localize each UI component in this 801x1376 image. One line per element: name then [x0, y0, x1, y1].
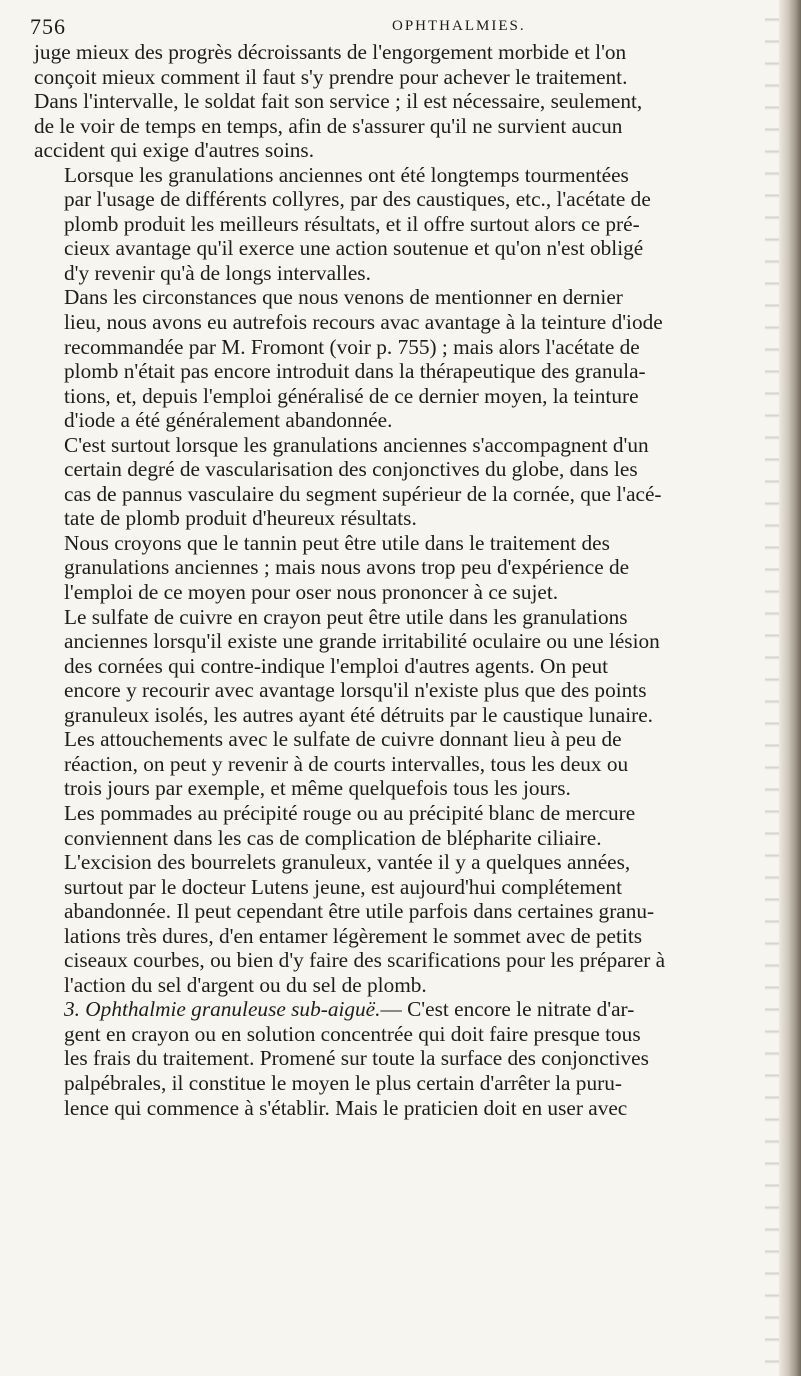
text-line: les frais du traitement. Promené sur toute la surface des conjonctives: [64, 1046, 649, 1071]
text-line: lations très dures, d'en entamer légèrement le sommet avec de petits: [64, 923, 643, 948]
paragraph: [34, 997, 766, 1120]
text-line: ciseaux courbes, ou bien d'y faire des scarifications pour les préparer à: [64, 948, 666, 973]
text-line: surtout par le docteur Lutens jeune, est aujourd'hui complétement: [64, 874, 622, 899]
text-line: l'emploi de ce moyen pour oser nous prononcer à ce sujet.: [64, 580, 559, 605]
text-line: d'iode a été généralement abandonnée.: [64, 408, 393, 433]
text-line: granuleux isolés, les autres ayant été détruits par le caustique lunaire.: [64, 702, 654, 727]
text-line: Lorsque les granulations anciennes ont été longtemps tourmentées: [64, 162, 629, 187]
page-header: [30, 14, 750, 38]
text-line: C'est surtout lorsque les granulations anciennes s'accompagnent d'un: [64, 432, 649, 457]
running-head: OPHTHALMIES.: [392, 18, 526, 34]
text-line: conviennent dans les cas de complication de blépharite ciliaire.: [64, 825, 602, 850]
text-line: d'y revenir qu'à de longs intervalles.: [64, 260, 371, 285]
text-line: lence qui commence à s'établir. Mais le praticien doit en user avec: [64, 1095, 628, 1120]
text-line: tate de plomb produit d'heureux résultats.: [64, 506, 417, 531]
page-edge-shadow: [765, 0, 779, 1376]
page-number: 756: [30, 14, 66, 39]
text-line: trois jours par exemple, et même quelquefois tous les jours.: [64, 776, 571, 801]
text-line: conçoit mieux comment il faut s'y prendre pour achever le traitement.: [34, 64, 628, 89]
paragraph: [34, 40, 766, 163]
text-line: L'excision des bourrelets granuleux, vantée il y a quelques années,: [64, 850, 631, 875]
text-line: réaction, on peut y revenir à de courts intervalles, tous les deux ou: [64, 751, 629, 776]
text-line-continuation: — C'est encore le nitrate d'ar-: [380, 997, 635, 1022]
text-line: anciennes lorsqu'il existe une grande irritabilité oculaire ou une lésion: [64, 629, 660, 654]
text-line: Dans l'intervalle, le soldat fait son service ; il est nécessaire, seulement,: [34, 89, 643, 114]
text-line: abandonnée. Il peut cependant être utile parfois dans certaines granu-: [64, 899, 655, 924]
paragraph: [34, 850, 766, 997]
text-line: [34, 997, 766, 1022]
text-line: tions, et, depuis l'emploi généralisé de ce dernier moyen, la teinture: [64, 383, 639, 408]
text-line: de le voir de temps en temps, afin de s'assurer qu'il ne survient aucun: [34, 113, 623, 138]
body-text: [34, 40, 766, 1120]
text-line: lieu, nous avons eu autrefois recours avac avantage à la teinture d'iode: [64, 310, 663, 335]
book-spine-edge: [779, 0, 801, 1376]
text-line: l'action du sel d'argent ou du sel de plomb.: [64, 972, 427, 997]
text-line: juge mieux des progrès décroissants de l'engorgement morbide et l'on: [34, 40, 627, 64]
text-line: encore y recourir avec avantage lorsqu'il n'existe plus que des points: [64, 678, 647, 703]
text-line: Nous croyons que le tannin peut être utile dans le traitement des: [64, 530, 610, 555]
text-line: Le sulfate de cuivre en crayon peut être utile dans les granulations: [64, 604, 628, 629]
text-line: des cornées qui contre-indique l'emploi d'autres agents. On peut: [64, 653, 609, 678]
text-line: Dans les circonstances que nous venons de mentionner en dernier: [64, 285, 623, 310]
paragraph: [34, 605, 766, 801]
text-line: certain degré de vascularisation des conjonctives du globe, dans les: [64, 457, 638, 482]
text-line: cieux avantage qu'il exerce une action soutenue et qu'on n'est obligé: [64, 236, 644, 261]
paragraph: [34, 163, 766, 286]
paragraph: [34, 531, 766, 605]
text-line: granulations anciennes ; mais nous avons trop peu d'expérience de: [64, 555, 630, 580]
paragraph: [34, 285, 766, 432]
text-line: Les attouchements avec le sulfate de cuivre donnant lieu à peu de: [64, 727, 622, 752]
text-line: palpébrales, il constitue le moyen le plus certain d'arrêter la puru-: [64, 1070, 622, 1095]
paragraph: [34, 801, 766, 850]
paragraph: [34, 433, 766, 531]
text-line: par l'usage de différents collyres, par des caustiques, etc., l'acétate de: [64, 187, 651, 212]
text-line: plomb produit les meilleurs résultats, et il offre surtout alors ce pré-: [64, 211, 640, 236]
text-line: plomb n'était pas encore introduit dans la thérapeutique des granula-: [64, 359, 646, 384]
text-line: recommandée par M. Fromont (voir p. 755) ; mais alors l'acétate de: [64, 334, 640, 359]
text-line: cas de pannus vasculaire du segment supérieur de la cornée, que l'acé-: [64, 481, 662, 506]
text-line: gent en crayon ou en solution concentrée qui doit faire presque tous: [64, 1021, 641, 1046]
text-line: Les pommades au précipité rouge ou au précipité blanc de mercure: [64, 800, 636, 825]
section-lead: 3. Ophthalmie granuleuse sub-aiguë.: [64, 997, 381, 1022]
text-line: accident qui exige d'autres soins.: [34, 138, 315, 163]
